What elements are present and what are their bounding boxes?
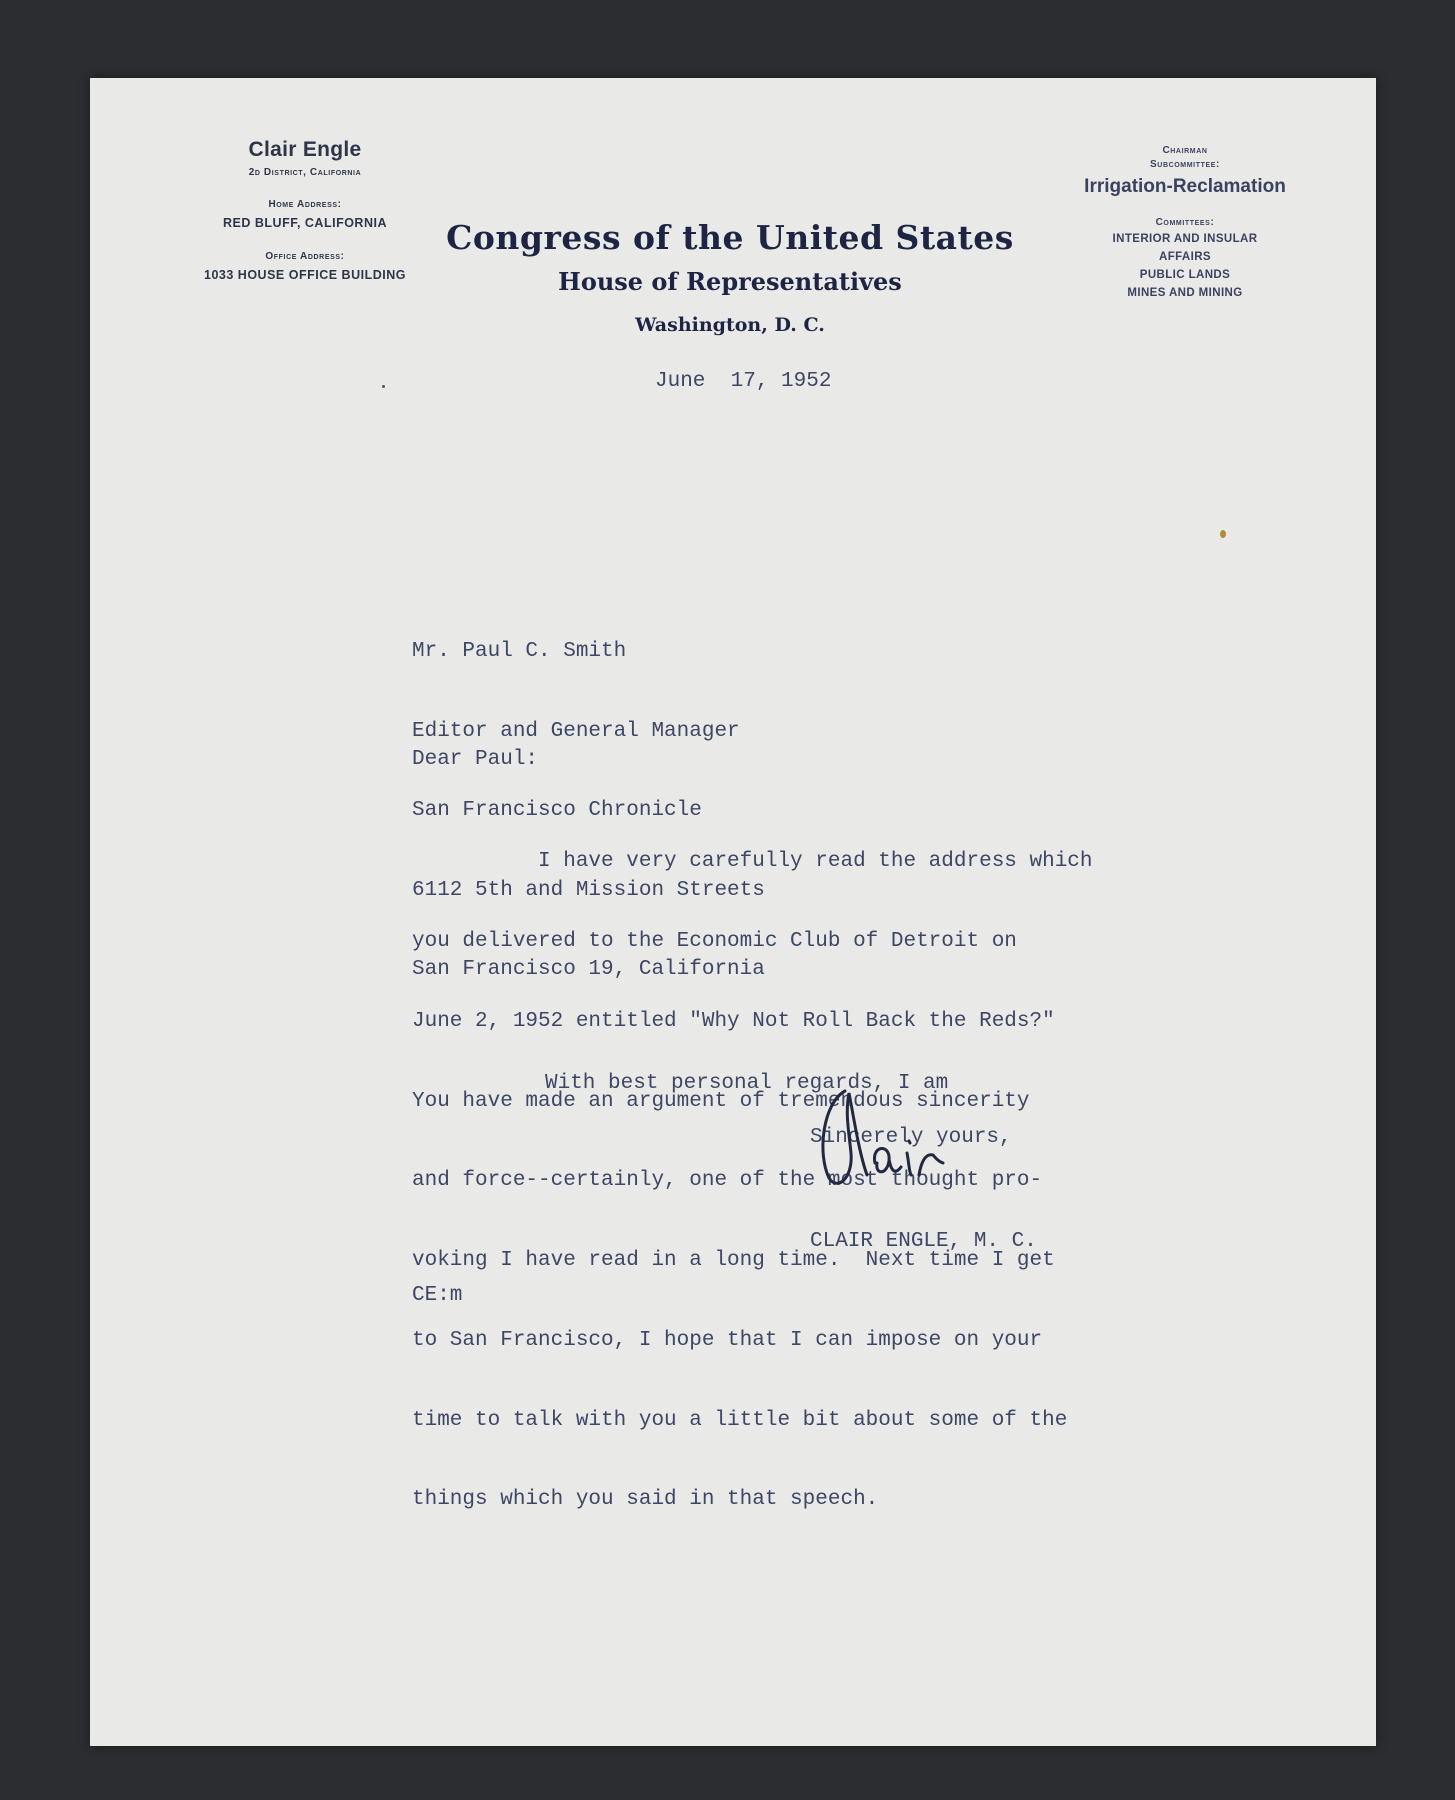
subcommittee-label: Subcommittee: [1150, 159, 1220, 170]
letterhead-center [430, 216, 1030, 346]
body-line: I have very carefully read the address which [412, 850, 1093, 874]
chairman-label: Chairman [1162, 145, 1208, 156]
recipient-line: San Francisco Chronicle [412, 799, 702, 822]
letterhead-congress: Congress of the United States [446, 218, 1014, 257]
letter-body [412, 796, 1093, 1567]
letterhead-house: House of Representatives [558, 267, 902, 296]
paper-speck [382, 385, 385, 388]
closing-line: With best personal regards, I am [545, 1072, 949, 1095]
member-district: 2d District, California [248, 167, 362, 178]
body-line: to San Francisco, I hope that I can impose on your [412, 1328, 1043, 1352]
body-line: voking I have read in a long time. Next time I get [412, 1249, 1055, 1273]
body-line: time to talk with you a little bit about some of the [412, 1408, 1068, 1432]
body-line: You have made an argument of tremendous sincerity [412, 1089, 1030, 1113]
letter-page [90, 78, 1376, 1746]
body-line: and force--certainly, one of the most thought pro- [412, 1169, 1043, 1193]
paper-stain [1220, 530, 1226, 538]
body-line: things which you said in that speech. [412, 1488, 879, 1512]
valediction: Sincerely yours, [810, 1126, 1012, 1149]
subcommittee-name: Irrigation-Reclamation [1084, 176, 1286, 197]
letterhead-right [1050, 144, 1320, 302]
committee-public-lands: PUBLIC LANDS [1139, 269, 1231, 281]
salutation: Dear Paul: [412, 748, 539, 771]
committee-interior-cont: AFFAIRS [1159, 251, 1211, 263]
committees-label: Committees: [1155, 217, 1215, 228]
body-line: you delivered to the Economic Club of Detroit on [412, 929, 1017, 953]
handwritten-signature [815, 1083, 965, 1193]
letter-date: June 17, 1952 [655, 370, 832, 393]
letterhead-city: Washington, D. C. [635, 314, 825, 336]
committee-mines: MINES AND MINING [1127, 287, 1243, 299]
committee-interior: INTERIOR AND INSULAR [1112, 233, 1258, 245]
office-address-label: Office Address: [265, 251, 345, 262]
home-address: RED BLUFF, CALIFORNIA [223, 216, 387, 230]
home-address-label: Home Address: [268, 199, 342, 210]
member-name: Clair Engle [248, 138, 362, 161]
office-address: 1033 HOUSE OFFICE BUILDING [204, 268, 406, 282]
recipient-line: Mr. Paul C. Smith [412, 640, 627, 663]
typed-name: CLAIR ENGLE, M. C. [810, 1230, 1037, 1253]
body-line: June 2, 1952 entitled "Why Not Roll Back the Reds?" [412, 1009, 1055, 1033]
recipient-line: Editor and General Manager [412, 719, 740, 743]
reference-initials: CE:m [412, 1284, 463, 1307]
recipient-line: 6112 5th and Mission Streets [412, 878, 765, 902]
letterhead-left [160, 138, 450, 284]
recipient-line: San Francisco 19, California [412, 958, 765, 981]
